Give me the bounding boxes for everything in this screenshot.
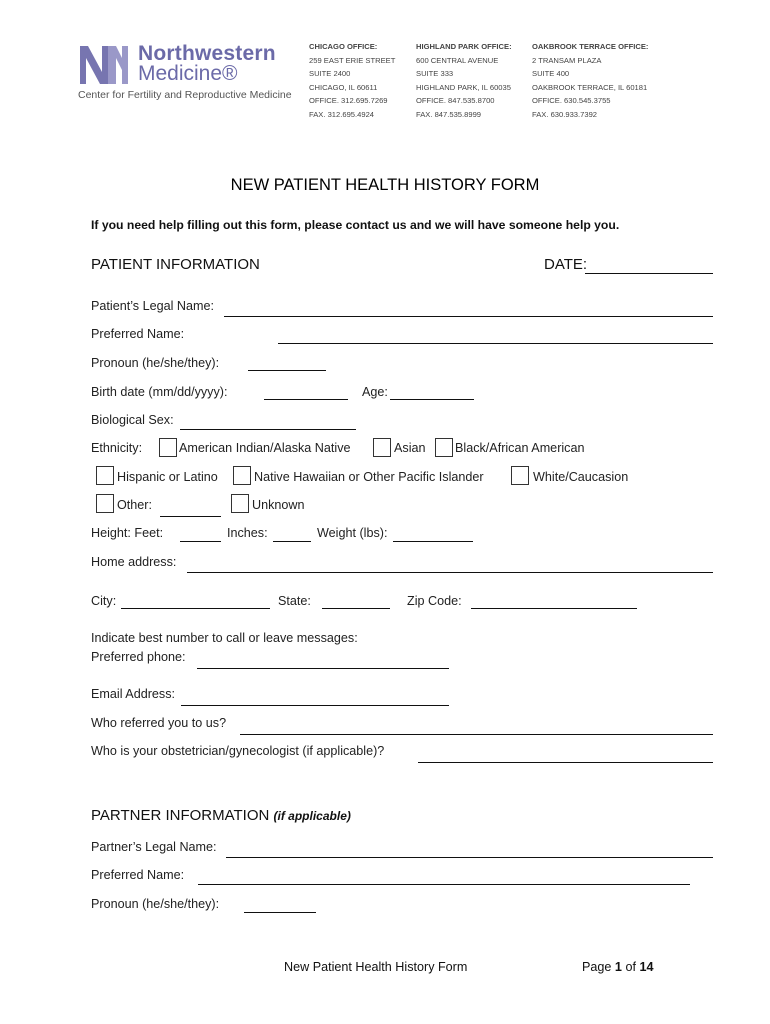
inches-label: Inches: bbox=[227, 526, 268, 540]
ethnicity-black-checkbox[interactable] bbox=[435, 438, 453, 457]
ethnicity-white-checkbox[interactable] bbox=[511, 466, 529, 485]
birth-date-field[interactable] bbox=[264, 399, 348, 400]
ethnicity-option-label: American Indian/Alaska Native bbox=[179, 441, 351, 455]
height-inches-field[interactable] bbox=[273, 541, 311, 542]
ethnicity-other-field[interactable] bbox=[160, 516, 221, 517]
patient-info-heading: PATIENT INFORMATION bbox=[91, 256, 260, 273]
weight-field[interactable] bbox=[393, 541, 473, 542]
email-label: Email Address: bbox=[91, 687, 175, 701]
patient-preferred-name-label: Preferred Name: bbox=[91, 327, 185, 341]
partner-pronoun-field[interactable] bbox=[244, 912, 316, 913]
logo-title: Northwestern bbox=[138, 42, 276, 65]
home-address-label: Home address: bbox=[91, 555, 177, 569]
ethnicity-option-label: White/Caucasion bbox=[533, 470, 629, 484]
state-label: State: bbox=[278, 594, 311, 608]
obgyn-label: Who is your obstetrician/gynecologist (if applicable)? bbox=[91, 744, 385, 758]
help-text: If you need help filling out this form, please contact us and we will have someone help you. bbox=[91, 218, 620, 232]
ethnicity-asian-checkbox[interactable] bbox=[373, 438, 391, 457]
weight-label: Weight (lbs): bbox=[317, 526, 388, 540]
height-feet-field[interactable] bbox=[180, 541, 221, 542]
patient-pronoun-label: Pronoun (he/she/they): bbox=[91, 356, 220, 370]
logo-tagline: Center for Fertility and Reproductive Medicine bbox=[78, 89, 292, 101]
ethnicity-option-label: Native Hawaiian or Other Pacific Islander bbox=[254, 470, 484, 484]
zip-code-label: Zip Code: bbox=[407, 594, 462, 608]
office-chicago: CHICAGO OFFICE: 259 EAST ERIE STREET SUITE 2400 CHICAGO, IL 60611 OFFICE. 312.695.7269 FAX. 312.695.4924 bbox=[309, 42, 396, 119]
preferred-phone-field[interactable] bbox=[197, 668, 449, 669]
partner-legal-name-field[interactable] bbox=[226, 857, 713, 858]
partner-legal-name-label: Partner’s Legal Name: bbox=[91, 840, 217, 854]
ethnicity-american-indian-checkbox[interactable] bbox=[159, 438, 177, 457]
ethnicity-option-label: Other: bbox=[117, 498, 152, 512]
biological-sex-label: Biological Sex: bbox=[91, 413, 174, 427]
patient-preferred-name-field[interactable] bbox=[278, 343, 713, 344]
office-name: HIGHLAND PARK OFFICE: bbox=[416, 42, 512, 51]
office-name: CHICAGO OFFICE: bbox=[309, 42, 378, 51]
footer-page-number: Page 1 of 14 bbox=[582, 960, 654, 974]
referred-by-label: Who referred you to us? bbox=[91, 716, 227, 730]
ethnicity-native-hawaiian-checkbox[interactable] bbox=[233, 466, 251, 485]
city-field[interactable] bbox=[121, 608, 270, 609]
ethnicity-unknown-checkbox[interactable] bbox=[231, 494, 249, 513]
footer-form-name: New Patient Health History Form bbox=[284, 960, 468, 974]
partner-info-note: (if applicable) bbox=[273, 809, 351, 823]
date-field[interactable] bbox=[585, 273, 713, 274]
home-address-field[interactable] bbox=[187, 572, 713, 573]
office-name: OAKBROOK TERRACE OFFICE: bbox=[532, 42, 649, 51]
ethnicity-option-label: Asian bbox=[394, 441, 426, 455]
preferred-phone-label: Preferred phone: bbox=[91, 650, 186, 664]
patient-legal-name-label: Patient’s Legal Name: bbox=[91, 299, 214, 313]
biological-sex-field[interactable] bbox=[180, 429, 356, 430]
obgyn-field[interactable] bbox=[418, 762, 713, 763]
office-highland-park: HIGHLAND PARK OFFICE: 600 CENTRAL AVENUE SUITE 333 HIGHLAND PARK, IL 60035 OFFICE. 847.535.8700 FAX. 847.535.8999 bbox=[416, 42, 512, 119]
birth-date-label: Birth date (mm/dd/yyyy): bbox=[91, 385, 228, 399]
office-oakbrook-terrace: OAKBROOK TERRACE OFFICE: 2 TRANSAM PLAZA SUITE 400 OAKBROOK TERRACE, IL 60181 OFFICE. 630.545.3755 FAX. 630.933.7392 bbox=[532, 42, 649, 119]
best-number-label: Indicate best number to call or leave messages: bbox=[91, 631, 358, 645]
patient-pronoun-field[interactable] bbox=[248, 370, 326, 371]
logo-subtitle: Medicine® bbox=[138, 62, 238, 85]
northwestern-logo-icon bbox=[78, 44, 130, 86]
state-field[interactable] bbox=[322, 608, 390, 609]
ethnicity-label: Ethnicity: bbox=[91, 441, 143, 455]
partner-preferred-name-label: Preferred Name: bbox=[91, 868, 185, 882]
partner-pronoun-label: Pronoun (he/she/they): bbox=[91, 897, 220, 911]
zip-code-field[interactable] bbox=[471, 608, 637, 609]
height-feet-label: Height: Feet: bbox=[91, 526, 164, 540]
date-label: DATE: bbox=[544, 256, 588, 273]
referred-by-field[interactable] bbox=[240, 734, 713, 735]
age-field[interactable] bbox=[390, 399, 474, 400]
patient-legal-name-field[interactable] bbox=[224, 316, 713, 317]
ethnicity-option-label: Unknown bbox=[252, 498, 305, 512]
ethnicity-option-label: Hispanic or Latino bbox=[117, 470, 218, 484]
ethnicity-other-checkbox[interactable] bbox=[96, 494, 114, 513]
email-field[interactable] bbox=[181, 705, 449, 706]
city-label: City: bbox=[91, 594, 117, 608]
ethnicity-hispanic-checkbox[interactable] bbox=[96, 466, 114, 485]
age-label: Age: bbox=[362, 385, 388, 399]
form-title: NEW PATIENT HEALTH HISTORY FORM bbox=[230, 176, 540, 194]
partner-info-heading: PARTNER INFORMATION (if applicable) bbox=[91, 807, 351, 824]
partner-preferred-name-field[interactable] bbox=[198, 884, 690, 885]
ethnicity-option-label: Black/African American bbox=[455, 441, 585, 455]
